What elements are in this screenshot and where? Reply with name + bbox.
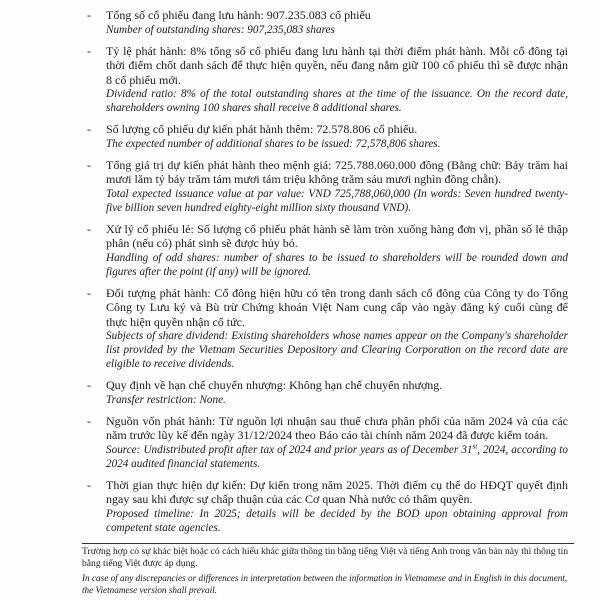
bullet-dash: - (87, 285, 91, 300)
bullet-dash: - (87, 8, 91, 22)
item-text-vi: Tổng giá trị dự kiến phát hành theo mệnh giá: 725.788.060.000 đồng (Bằng chữ: Bảy trăm hai mươi lăm tỷ bảy trăm tám mươi tám triệu không trăm sáu mươi nghìn đồng chẵn). (106, 157, 568, 186)
item-text-en: Transfer restriction: None. (106, 393, 226, 406)
bullet-dash: - (87, 43, 91, 58)
list-item-issuance-value (82, 158, 568, 215)
bullet-dash: - (87, 157, 91, 172)
footnote (82, 543, 574, 596)
list-item-subjects (82, 286, 568, 372)
item-text-en (106, 443, 568, 471)
bullet-dash: - (87, 221, 91, 236)
item-text-vi: Số lượng cổ phiếu dự kiến phát hành thêm: 72.578.806 cổ phiếu. (106, 122, 418, 136)
item-text-en-end: , 2024, according to 2024 audited financial statements. (106, 443, 568, 470)
list-item-transfer-restriction (82, 378, 568, 407)
item-text-vi: Quy định về hạn chế chuyển nhượng: Không hạn chế chuyển nhượng. (106, 378, 443, 392)
bullet-dash: - (87, 122, 91, 136)
bullet-dash: - (87, 477, 91, 492)
item-text-en: Proposed timeline: In 2025; details will be decided by the BOD upon obtaining approval from competent state agencies. (106, 507, 568, 534)
item-text-vi: Tổng số cổ phiếu đang lưu hành: 907.235.083 cổ phiếu (106, 8, 371, 22)
footnote-text-vi: Trường hợp có sự khác biệt hoặc có cách hiểu khác giữa thông tin bằng tiếng Việt và tiếng Anh trong văn bản này thì thông tin bằng tiếng Việt được áp dụng. (82, 546, 569, 569)
item-text-en: Subjects of share dividend: Existing shareholders whose names appear on the Company's shareholder list provided by the Vietnam Securities Depository and Clearing Corporation on the record date are eligible to receive dividends. (106, 330, 568, 370)
bullet-dash: - (87, 413, 91, 428)
list-item-capital-source (82, 414, 568, 471)
share-issuance-details-list (82, 8, 568, 542)
list-item-outstanding-shares (82, 8, 568, 37)
item-text-vi: Tỷ lệ phát hành: 8% tổng số cổ phiếu đang lưu hành tại thời điểm phát hành. Mỗi cổ đông tại thời điểm chốt danh sách để thực hiện quyền, nếu đang nắm giữ 100 cổ phiếu thì sẽ được nhận 8 cổ phiếu mới. (106, 43, 568, 87)
item-text-vi: Đối tượng phát hành: Cổ đông hiện hữu có tên trong danh sách cổ đông của Công ty do Tổng Công ty Lưu ký và Bù trừ Chứng khoán Việt Nam cung cấp vào ngày đăng ký cuối cùng để thực hiện quyền nhận cổ tức. (106, 285, 568, 329)
item-text-en: Number of outstanding shares: 907,235,083 shares (106, 23, 335, 36)
item-text-vi: Xử lý cổ phiếu lẻ: Số lượng cổ phiếu phát hành sẽ làm tròn xuống hàng đơn vị, phần số lẻ thập phân (nếu có) phát sinh sẽ được hủy bỏ. (106, 221, 568, 250)
list-item-timeline (82, 478, 568, 535)
item-text-en: The expected number of additional shares to be issued: 72,578,806 shares. (106, 137, 441, 150)
item-text-en: Handling of odd shares: number of shares to be issued to shareholders will be rounded down and figures after the point (if any) will be ignored. (106, 251, 568, 278)
footnote-text-en: In case of any discrepancies or differences in interpretation between the information in Vietnamese and in English in this document, the Vietnamese version shall prevail. (82, 573, 568, 595)
ordinal-suffix: st (472, 441, 478, 450)
list-item-dividend-ratio (82, 44, 568, 116)
item-text-en: Dividend ratio: 8% of the total outstanding shares at the time of the issuance. On the record date, shareholders owning 100 shares shall receive 8 additional shares. (106, 88, 568, 114)
bullet-dash: - (87, 378, 91, 392)
item-text-vi: Thời gian thực hiện dự kiến: Dự kiến trong năm 2025. Thời điểm cụ thể do HĐQT quyết định ngay sau khi được sự chấp thuận của các Cơ quan Nhà nước có thẩm quyền. (106, 477, 568, 506)
item-text-en: Total expected issuance value at par value: VND 725,788,060,000 (In words: Seven hundred twenty-five billion seven hundred eighty-eight million sixty thousand VND). (106, 187, 568, 214)
list-item-odd-shares (82, 222, 568, 279)
item-text-vi: Nguồn vốn phát hành: Từ nguồn lợi nhuận sau thuế chưa phân phối của năm 2024 và của các năm trước lũy kế đến ngày 31/12/2024 theo Báo cáo tài chính năm 2024 đã được kiểm toán. (106, 413, 568, 442)
list-item-additional-shares (82, 122, 568, 151)
item-text-en-start: Source: Undistributed profit after tax of 2024 and prior years as of December 31 (106, 443, 473, 456)
